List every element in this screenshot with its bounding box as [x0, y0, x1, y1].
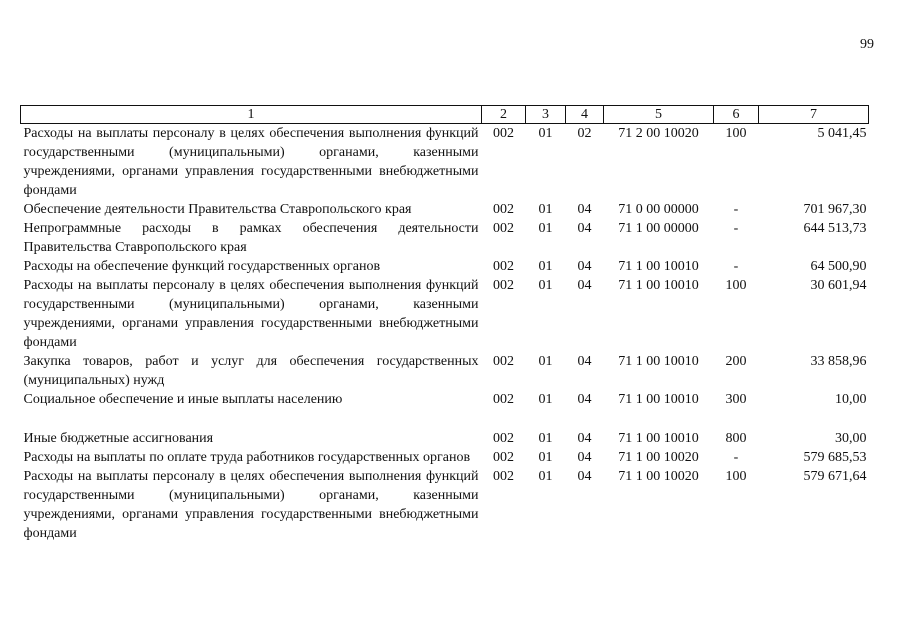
row-sum: 30 601,94 — [810, 278, 867, 293]
row-rz: 01 — [538, 259, 553, 274]
table-row — [21, 352, 869, 390]
row-name: Расходы на выплаты персоналу в целях обеспечения выполнения функций государственными (муниципальными) органами, казенными учреждениями, органами управления государственными внебюджетными фондами — [23, 126, 479, 198]
row-rz: 01 — [538, 278, 553, 293]
row-vr: 100 — [725, 126, 747, 141]
column-header: 2 — [482, 106, 526, 124]
row-vr: 100 — [725, 469, 747, 484]
row-ved: 002 — [493, 392, 514, 407]
row-pr: 04 — [577, 392, 592, 407]
row-pr: 04 — [577, 202, 592, 217]
row-csr: 71 1 00 10010 — [618, 392, 699, 407]
row-pr: 04 — [577, 278, 592, 293]
row-name: Социальное обеспечение и иные выплаты населению — [23, 392, 343, 407]
row-name: Закупка товаров, работ и услуг для обеспечения государственных (муниципальных) нужд — [23, 354, 479, 388]
table-row — [21, 219, 869, 257]
row-sum: 30,00 — [835, 431, 867, 446]
row-pr: 04 — [577, 259, 592, 274]
table-row — [21, 467, 869, 543]
row-ved: 002 — [493, 450, 514, 465]
row-csr: 71 2 00 10020 — [618, 126, 699, 141]
row-csr: 71 1 00 10010 — [618, 259, 699, 274]
row-name: Непрограммные расходы в рамках обеспечения деятельности Правительства Ставропольского края — [23, 221, 479, 255]
table-row — [21, 200, 869, 219]
table-header — [21, 106, 869, 124]
row-ved: 002 — [493, 431, 514, 446]
column-header: 7 — [759, 106, 869, 124]
row-name: Расходы на выплаты по оплате труда работников государственных органов — [23, 450, 471, 465]
row-vr: 100 — [725, 278, 747, 293]
row-rz: 01 — [538, 431, 553, 446]
row-sum: 33 858,96 — [810, 354, 867, 369]
table-row — [21, 409, 869, 448]
row-pr: 04 — [577, 431, 592, 446]
column-header: 3 — [526, 106, 566, 124]
column-header: 5 — [604, 106, 714, 124]
row-vr: - — [733, 221, 739, 236]
row-sum: 701 967,30 — [803, 202, 867, 217]
row-name: Расходы на выплаты персоналу в целях обеспечения выполнения функций государственными (муниципальными) органами, казенными учреждениями, органами управления государственными внебюджетными фондами — [23, 278, 479, 350]
row-ved: 002 — [493, 278, 514, 293]
row-pr: 04 — [577, 469, 592, 484]
table-row — [21, 257, 869, 276]
row-rz: 01 — [538, 392, 553, 407]
row-sum: 579 671,64 — [803, 469, 867, 484]
row-vr: - — [733, 259, 739, 274]
row-ved: 002 — [493, 259, 514, 274]
row-vr: - — [733, 202, 739, 217]
table-row — [21, 390, 869, 409]
table-row — [21, 124, 869, 201]
row-rz: 01 — [538, 469, 553, 484]
row-pr: 04 — [577, 354, 592, 369]
table-row — [21, 276, 869, 352]
header-row — [21, 106, 869, 124]
row-csr: 71 1 00 00000 — [618, 221, 699, 236]
row-csr: 71 1 00 10010 — [618, 431, 699, 446]
row-name: Иные бюджетные ассигнования — [23, 431, 214, 446]
row-vr: 800 — [725, 431, 747, 446]
row-sum: 10,00 — [835, 392, 867, 407]
row-rz: 01 — [538, 202, 553, 217]
row-name: Расходы на обеспечение функций государственных органов — [23, 259, 381, 274]
row-ved: 002 — [493, 202, 514, 217]
row-csr: 71 0 00 00000 — [618, 202, 699, 217]
row-sum: 644 513,73 — [803, 221, 867, 236]
row-name: Обеспечение деятельности Правительства Ставропольского края — [23, 202, 412, 217]
column-header: 4 — [566, 106, 604, 124]
row-sum: 64 500,90 — [810, 259, 867, 274]
row-rz: 01 — [538, 221, 553, 236]
row-ved: 002 — [493, 354, 514, 369]
page-number: 99 — [860, 37, 874, 52]
row-vr: 300 — [725, 392, 747, 407]
row-vr: 200 — [725, 354, 747, 369]
row-ved: 002 — [493, 469, 514, 484]
row-rz: 01 — [538, 354, 553, 369]
row-rz: 01 — [538, 126, 553, 141]
row-sum: 579 685,53 — [803, 450, 867, 465]
row-name: Расходы на выплаты персоналу в целях обеспечения выполнения функций государственными (муниципальными) органами, казенными учреждениями, органами управления государственными внебюджетными фондами — [23, 469, 479, 541]
row-pr: 02 — [577, 126, 592, 141]
row-ved: 002 — [493, 126, 514, 141]
row-ved: 002 — [493, 221, 514, 236]
column-header: 6 — [714, 106, 759, 124]
row-pr: 04 — [577, 221, 592, 236]
row-csr: 71 1 00 10010 — [618, 354, 699, 369]
column-header: 1 — [21, 106, 482, 124]
budget-table — [20, 105, 869, 543]
row-vr: - — [733, 450, 739, 465]
row-rz: 01 — [538, 450, 553, 465]
row-csr: 71 1 00 10020 — [618, 450, 699, 465]
table-body — [21, 124, 869, 544]
row-pr: 04 — [577, 450, 592, 465]
row-csr: 71 1 00 10010 — [618, 278, 699, 293]
row-csr: 71 1 00 10020 — [618, 469, 699, 484]
table-row — [21, 448, 869, 467]
row-sum: 5 041,45 — [817, 126, 867, 141]
